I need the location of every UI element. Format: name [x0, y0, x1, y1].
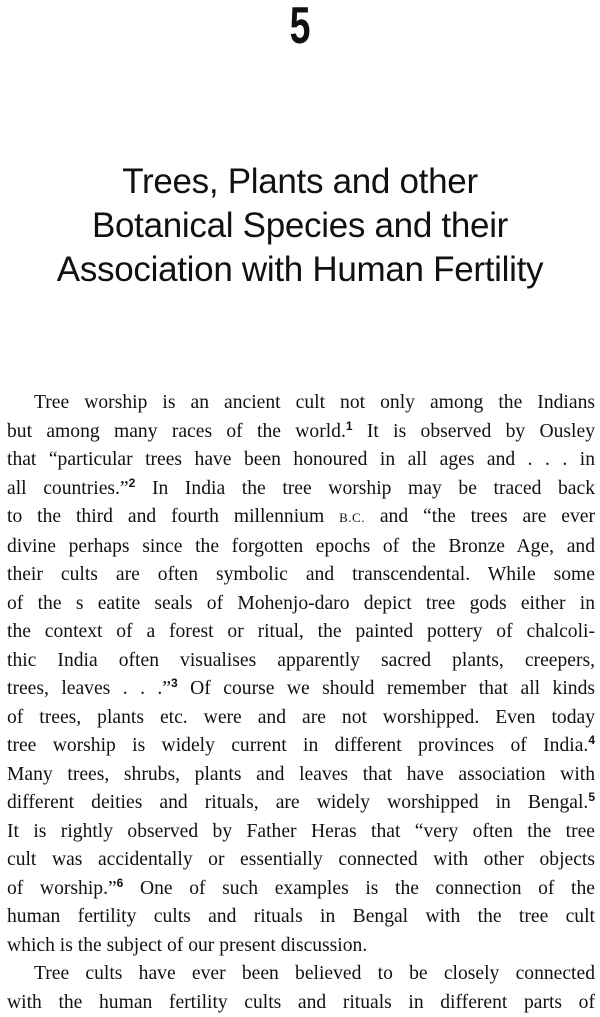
footnote-ref: 3 [171, 676, 178, 690]
footnote-ref: 2 [129, 476, 136, 490]
chapter-title-line: Botanical Species and their [0, 204, 600, 248]
text-line: human fertility cults and rituals in Bengal with the tree cult [7, 903, 595, 932]
chapter-title-line: Trees, Plants and other [0, 160, 600, 204]
text-line: of trees, plants etc. were and are not worshipped. Even today [7, 704, 595, 733]
text-line: all countries.”$^2$ In India the tree worship may be traced back [7, 475, 595, 504]
text-line: which is the subject of our present discussion. [7, 932, 595, 961]
footnote-ref: 6 [117, 876, 124, 890]
text-line: that “particular trees have been honoured in all ages and . . . in [7, 446, 595, 475]
text-line: cult was accidentally or essentially connected with other objects [7, 846, 595, 875]
text-line: of worship.”$^6$ One of such examples is the connection of the [7, 875, 595, 904]
footnote-ref: 5 [588, 790, 595, 804]
footnote-ref: 4 [588, 733, 595, 747]
text-line: different deities and rituals, are widely worshipped in Bengal.$^5$ [7, 789, 595, 818]
text-line: Tree worship is an ancient cult not only among the Indians [7, 389, 595, 418]
text-line: their cults are often symbolic and transcendental. While some [7, 561, 595, 590]
text-line: of the s eatite seals of Mohenjo-daro depict tree gods either in [7, 590, 595, 619]
text-line: It is rightly observed by Father Heras that “very often the tree [7, 818, 595, 847]
text-line: thic India often visualises apparently sacred plants, creepers, [7, 647, 595, 676]
text-line: but among many races of the world.$^1$ It is observed by Ousley [7, 418, 595, 447]
text-line: trees, leaves . . .”$^3$ Of course we should remember that all kinds [7, 675, 595, 704]
text-line: with the human fertility cults and rituals in different parts of [7, 989, 595, 1017]
text-line: to the third and fourth millennium B.C. and “the trees are ever [7, 503, 595, 533]
chapter-title-line: Association with Human Fertility [0, 248, 600, 292]
text-line: divine perhaps since the forgotten epochs of the Bronze Age, and [7, 533, 595, 562]
text-line: Many trees, shrubs, plants and leaves that have association with [7, 761, 595, 790]
body-text [7, 389, 595, 1017]
chapter-number: 5 [84, 0, 516, 52]
small-caps-text: B.C. [339, 510, 365, 525]
text-line: the context of a forest or ritual, the painted pottery of chalcoli- [7, 618, 595, 647]
footnote-ref: 1 [346, 419, 353, 433]
text-line: tree worship is widely current in different provinces of India.$^4$ [7, 732, 595, 761]
text-line: Tree cults have ever been believed to be closely connected [7, 960, 595, 989]
chapter-title [0, 160, 600, 292]
